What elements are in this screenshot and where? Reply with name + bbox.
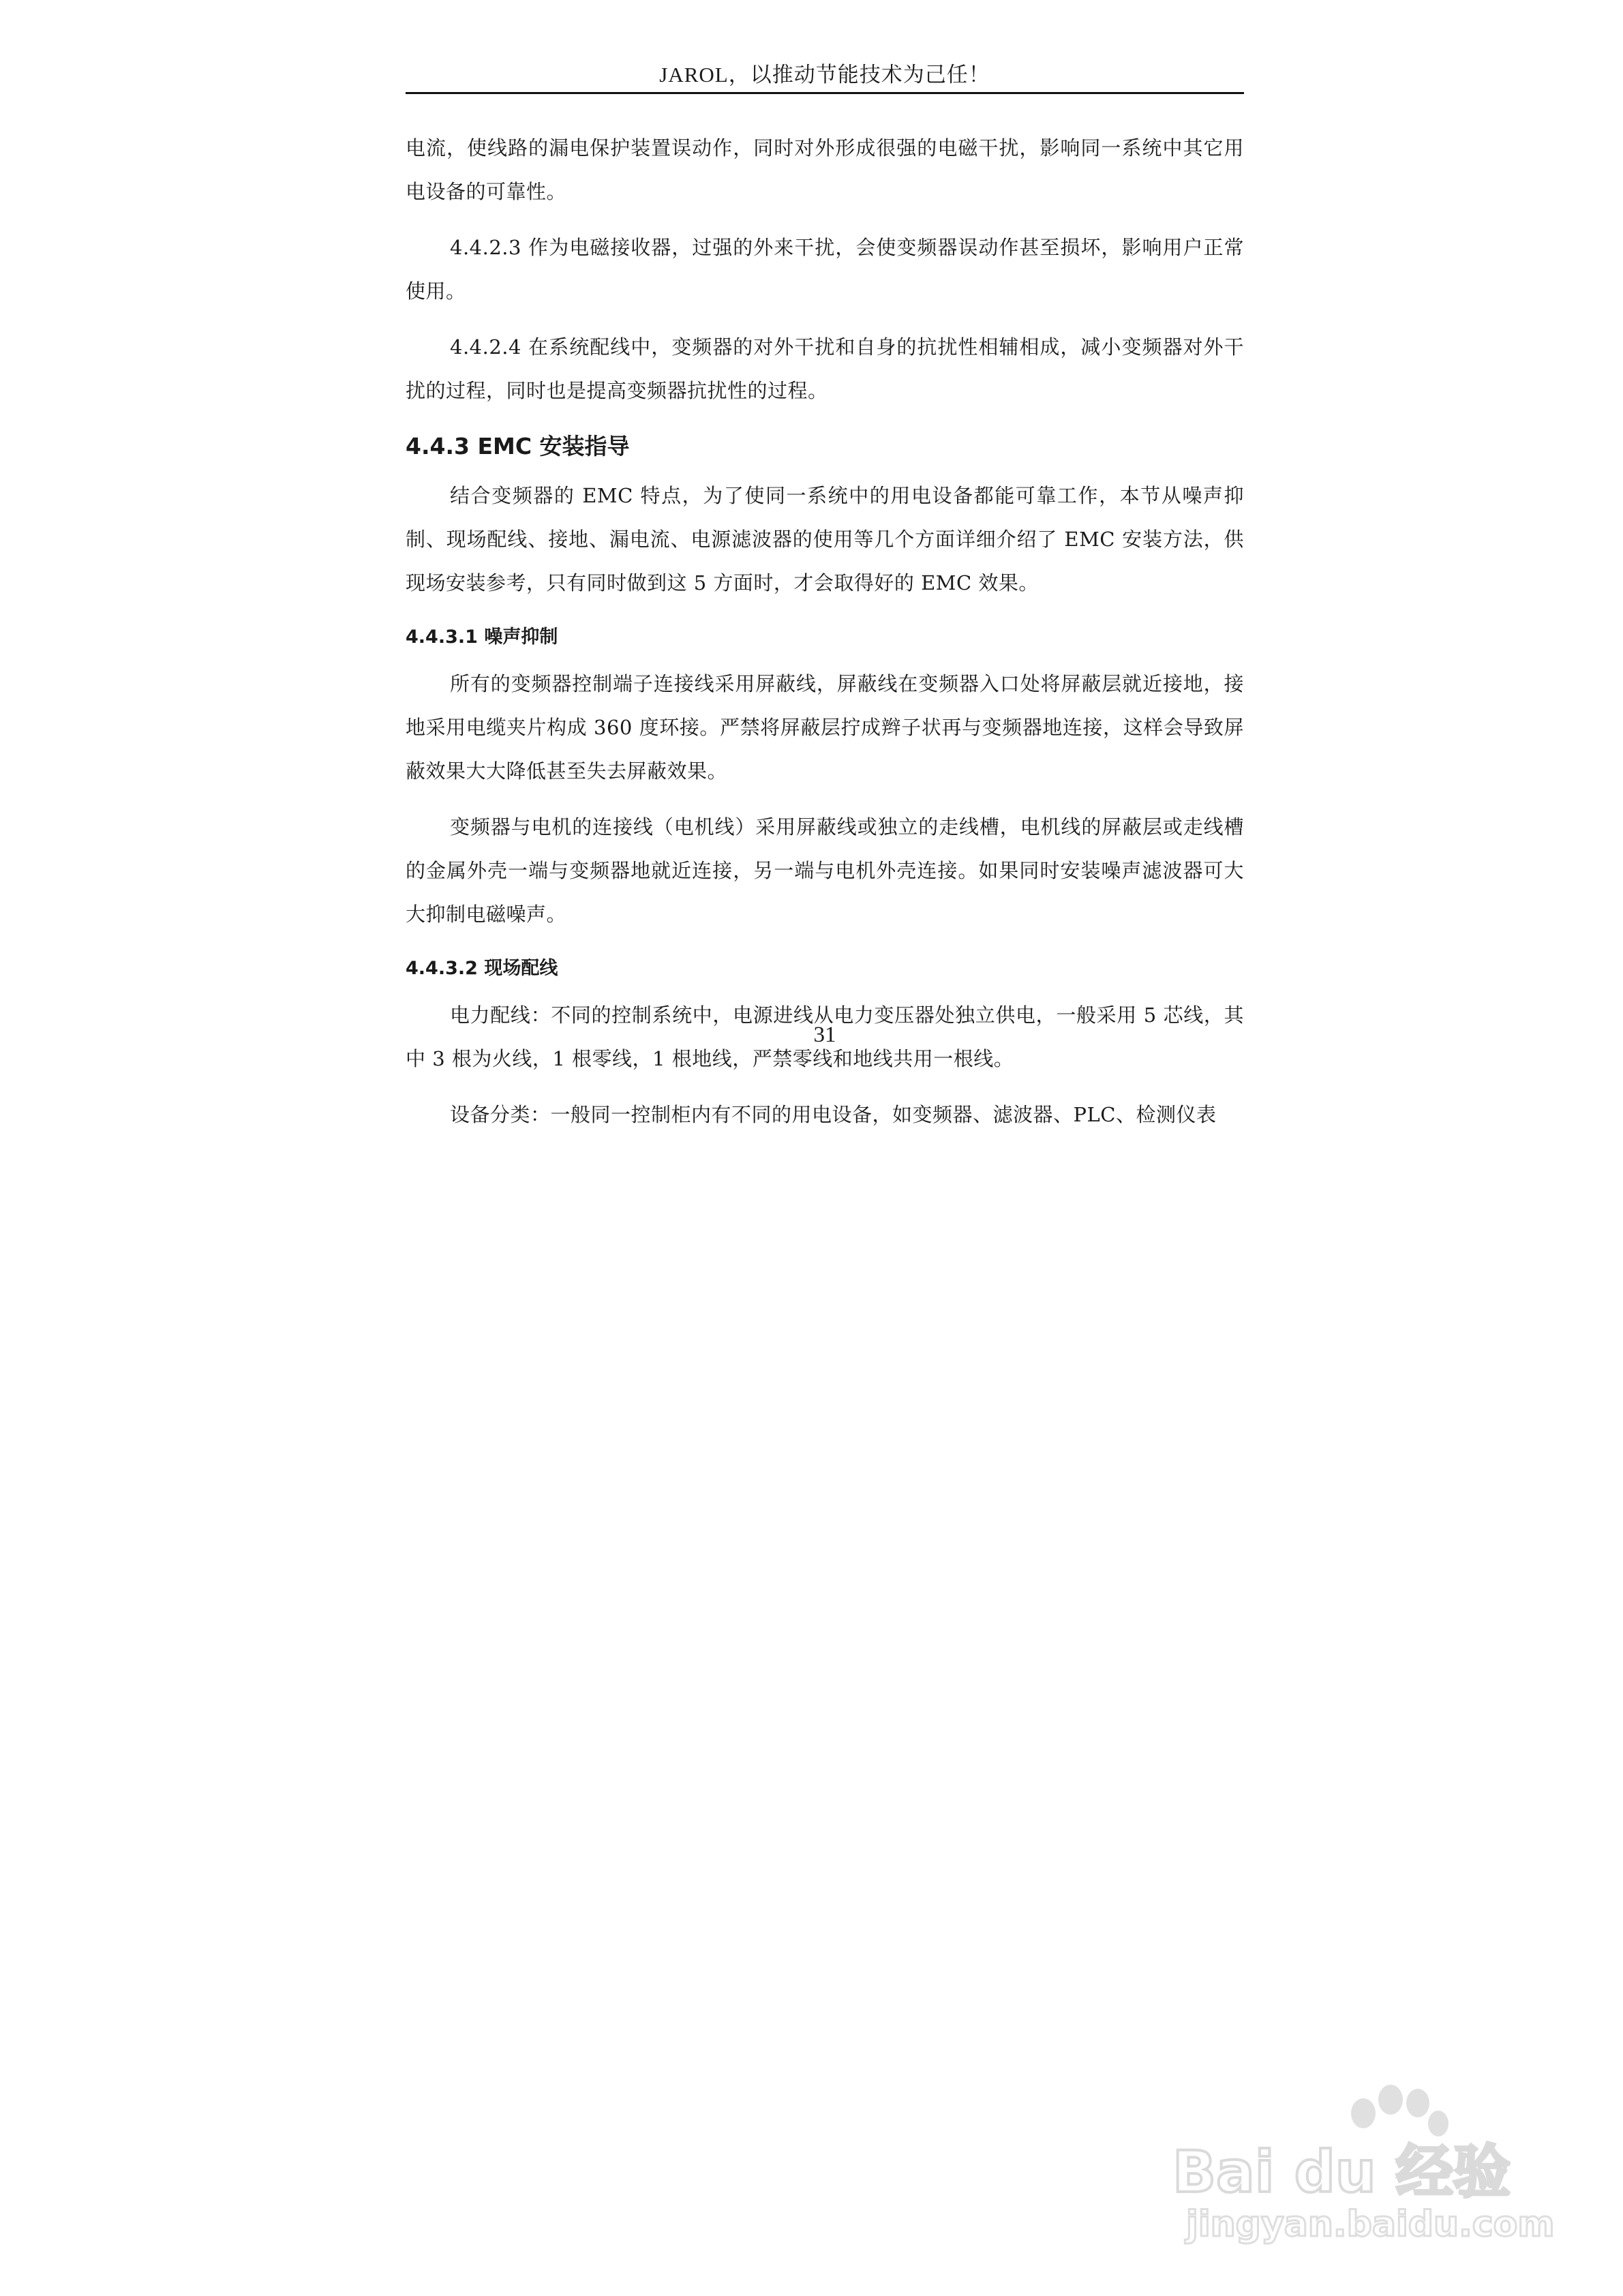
wiring-paragraph-1: 电力配线：不同的控制系统中，电源进线从电力变压器处独立供电，一般采用 5 芯线，其中 3 根为火线，1 根零线，1 根地线，严禁零线和地线共用一根线。 [406,1003,1244,1070]
subsection-heading-noise: 4.4.3.1 噪声抑制 [406,626,558,648]
baidu-jingyan-watermark [1159,2066,1568,2250]
watermark-url: jingyan.baidu.com [1186,2204,1555,2245]
wiring-paragraph-2: 设备分类：一般同一控制柜内有不同的用电设备，如变频器、滤波器、PLC、检测仪表 [450,1103,1217,1126]
page-number: 31 [813,1023,836,1047]
noise-paragraph-1: 所有的变频器控制端子连接线采用屏蔽线，屏蔽线在变频器入口处将屏蔽层就近接地，接地采用电缆夹片构成 360 度环接。严禁将屏蔽层拧成辫子状再与变频器地连接，这样会导致屏蔽效果大大降低甚至失去屏蔽效果。 [406,672,1244,783]
watermark-brand: Bai du 经验 [1172,2139,1511,2205]
paragraph-continued: 电流，使线路的漏电保护装置误动作，同时对外形成很强的电磁干扰，影响同一系统中其它用电设备的可靠性。 [406,136,1244,203]
page-header-title: JAROL，以推动节能技术为己任！ [659,63,990,87]
subsection-heading-wiring: 4.4.3.2 现场配线 [406,958,558,979]
page-body [406,126,1244,1149]
section-heading-emc: 4.4.3 EMC 安装指导 [406,433,630,459]
paw-icon [1351,2085,1448,2136]
paragraph-4-4-2-4: 4.4.2.4 在系统配线中，变频器的对外干扰和自身的抗扰性相辅相成，减小变频器对外干扰的过程，同时也是提高变频器抗扰性的过程。 [406,335,1244,402]
paragraph-4-4-2-3: 4.4.2.3 作为电磁接收器，过强的外来干扰，会使变频器误动作甚至损坏，影响用户正常使用。 [406,236,1244,303]
section-intro-paragraph: 结合变频器的 EMC 特点，为了使同一系统中的用电设备都能可靠工作，本节从噪声抑制、现场配线、接地、漏电流、电源滤波器的使用等几个方面详细介绍了 EMC 安装方法，供现场安装参考，只有同时做到这 5 方面时，才会取得好的 EMC 效果。 [406,484,1244,594]
noise-paragraph-2: 变频器与电机的连接线（电机线）采用屏蔽线或独立的走线槽，电机线的屏蔽层或走线槽的金属外壳一端与变频器地就近连接，另一端与电机外壳连接。如果同时安装噪声滤波器可大大抑制电磁噪声。 [406,815,1244,926]
header-divider [406,92,1244,94]
